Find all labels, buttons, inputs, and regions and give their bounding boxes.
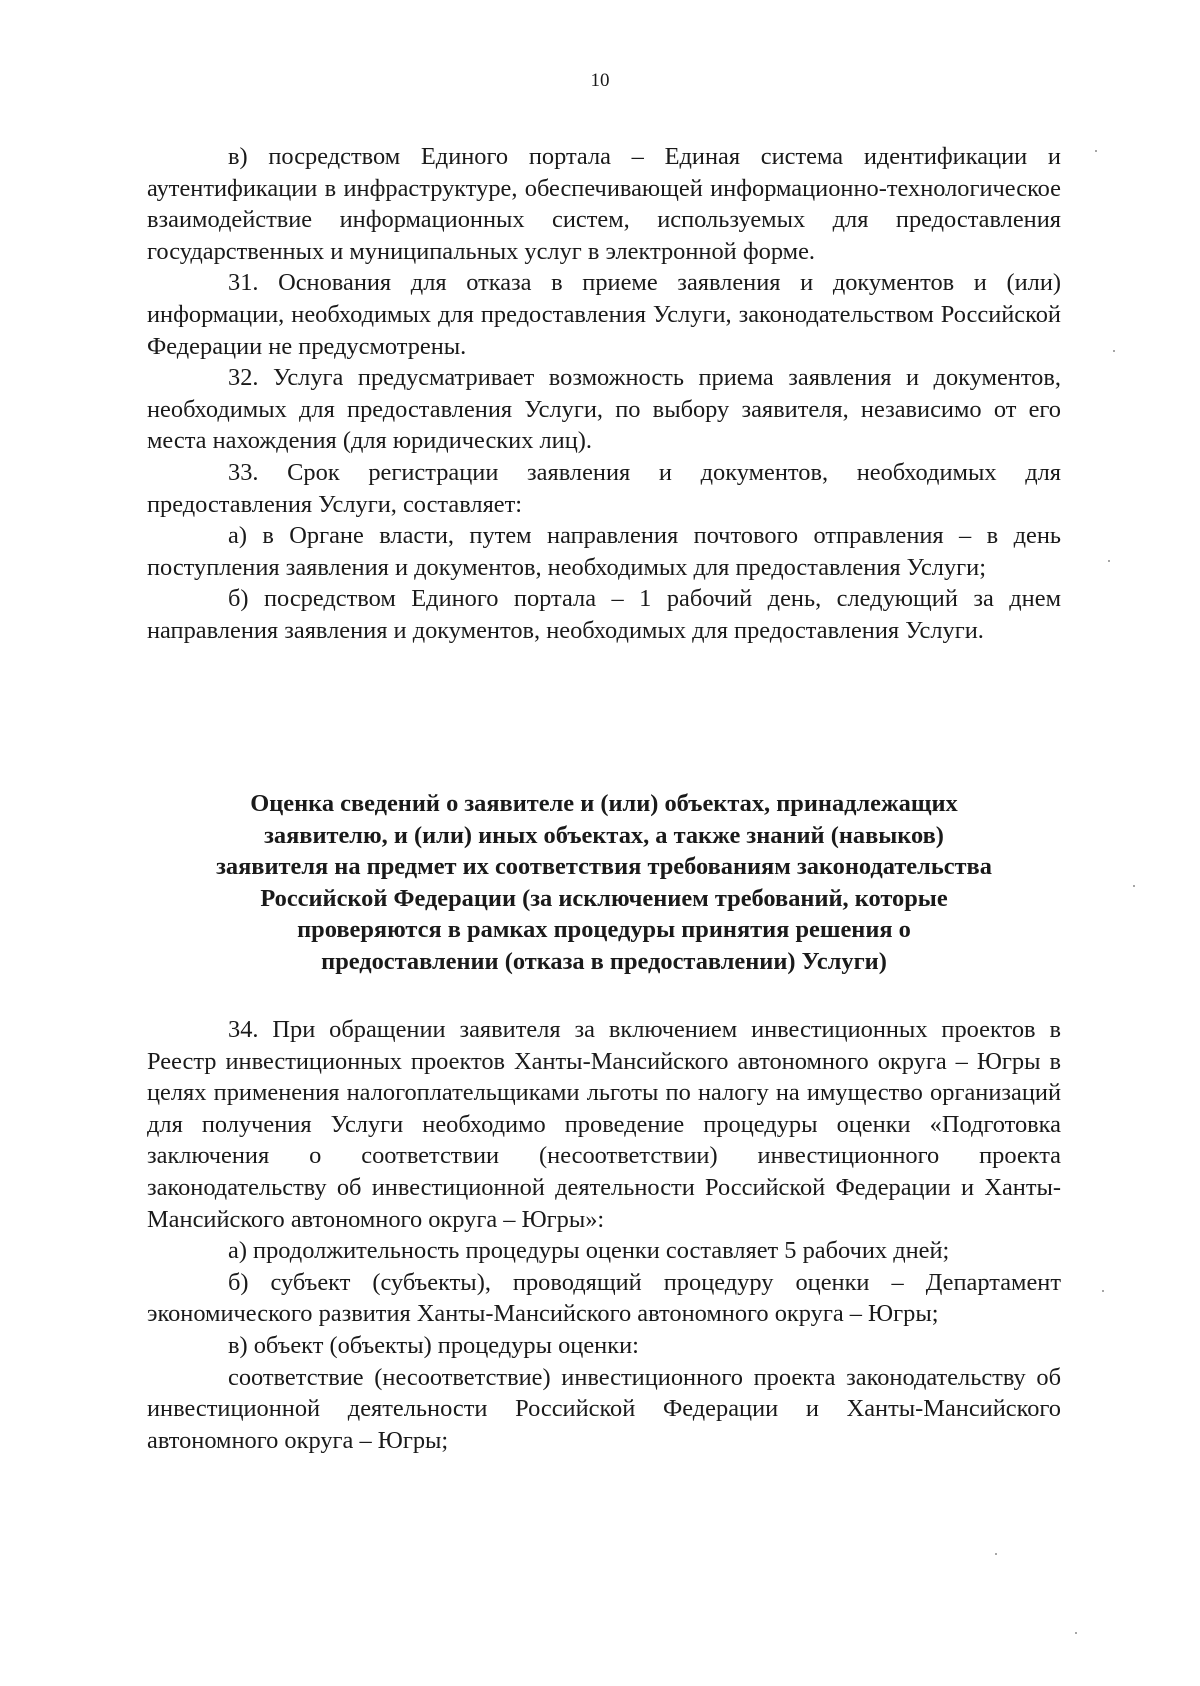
scan-speck xyxy=(1108,560,1110,562)
paragraph-32: 32. Услуга предусматривает возможность приема заявления и документов, необходимых для предоставления Услуги, по выбору заявителя, независимо от его места нахождения (для юридических лиц). xyxy=(147,364,1061,455)
page-number: 10 xyxy=(590,70,610,91)
paragraph-34a: а) продолжительность процедуры оценки составляет 5 рабочих дней; xyxy=(228,1237,950,1265)
scan-speck xyxy=(1102,1290,1104,1292)
paragraph-30v: в) посредством Единого портала – Единая система идентификации и аутентификации в инфраструктуре, обеспечивающей информационно-технологическое взаимодействие информационных систем, используемых для предоставления государственных и муниципальных услуг в электронной форме. xyxy=(147,143,1061,265)
heading-line: заявителю, и (или) иных объектах, а также знаний (навыков) xyxy=(264,821,944,849)
body-text-bottom xyxy=(147,1014,1061,1456)
heading-line: заявителя на предмет их соответствия требованиям законодательства xyxy=(216,853,992,881)
paragraph-34: 34. При обращении заявителя за включением инвестиционных проектов в Реестр инвестиционных проектов Ханты-Мансийского автономного округа – Югры в целях применения налогоплательщиками льготы по налогу на имущество организаций для получения Услуги необходимо проведение процедуры оценки «Подготовка заключения о соответствии (несоответствии) инвестиционного проекта законодательству об инвестиционной деятельности Российской Федерации и Ханты-Мансийского автономного округа – Югры»: xyxy=(147,1016,1061,1233)
scan-speck xyxy=(995,1553,997,1555)
scan-speck xyxy=(1113,350,1115,352)
section-heading xyxy=(147,788,1061,978)
paragraph-33: 33. Срок регистрации заявления и документов, необходимых для предоставления Услуги, составляет: xyxy=(147,458,1061,518)
scan-speck xyxy=(1133,885,1135,887)
body-text-top xyxy=(147,141,1061,647)
scan-speck xyxy=(1075,1632,1077,1634)
paragraph-33a: а) в Органе власти, путем направления почтового отправления – в день поступления заявления и документов, необходимых для предоставления Услуги; xyxy=(147,522,1061,581)
heading-line: проверяются в рамках процедуры принятия решения о xyxy=(297,916,911,944)
heading-line: Оценка сведений о заявителе и (или) объектах, принадлежащих xyxy=(250,790,958,817)
paragraph-34v-object: соответствие (несоответствие) инвестиционного проекта законодательству об инвестиционной деятельности Российской Федерации и Ханты-Мансийского автономного округа – Югры; xyxy=(147,1363,1061,1454)
heading-line: Российской Федерации (за исключением требований, которые xyxy=(260,884,948,912)
scan-speck xyxy=(1095,150,1097,152)
paragraph-33b: б) посредством Единого портала – 1 рабочий день, следующий за днем направления заявления и документов, необходимых для предоставления Услуги. xyxy=(147,585,1061,644)
paragraph-34v: в) объект (объекты) процедуры оценки: xyxy=(228,1331,639,1359)
paragraph-34b: б) субъект (субъекты), проводящий процедуру оценки – Департамент экономического развития Ханты-Мансийского автономного округа – Югры; xyxy=(147,1268,1061,1328)
paragraph-31: 31. Основания для отказа в приеме заявления и документов и (или) информации, необходимых для предоставления Услуги, законодательством Российской Федерации не предусмотрены. xyxy=(147,269,1061,360)
heading-line: предоставлении (отказа в предоставлении) Услуги) xyxy=(321,947,887,975)
